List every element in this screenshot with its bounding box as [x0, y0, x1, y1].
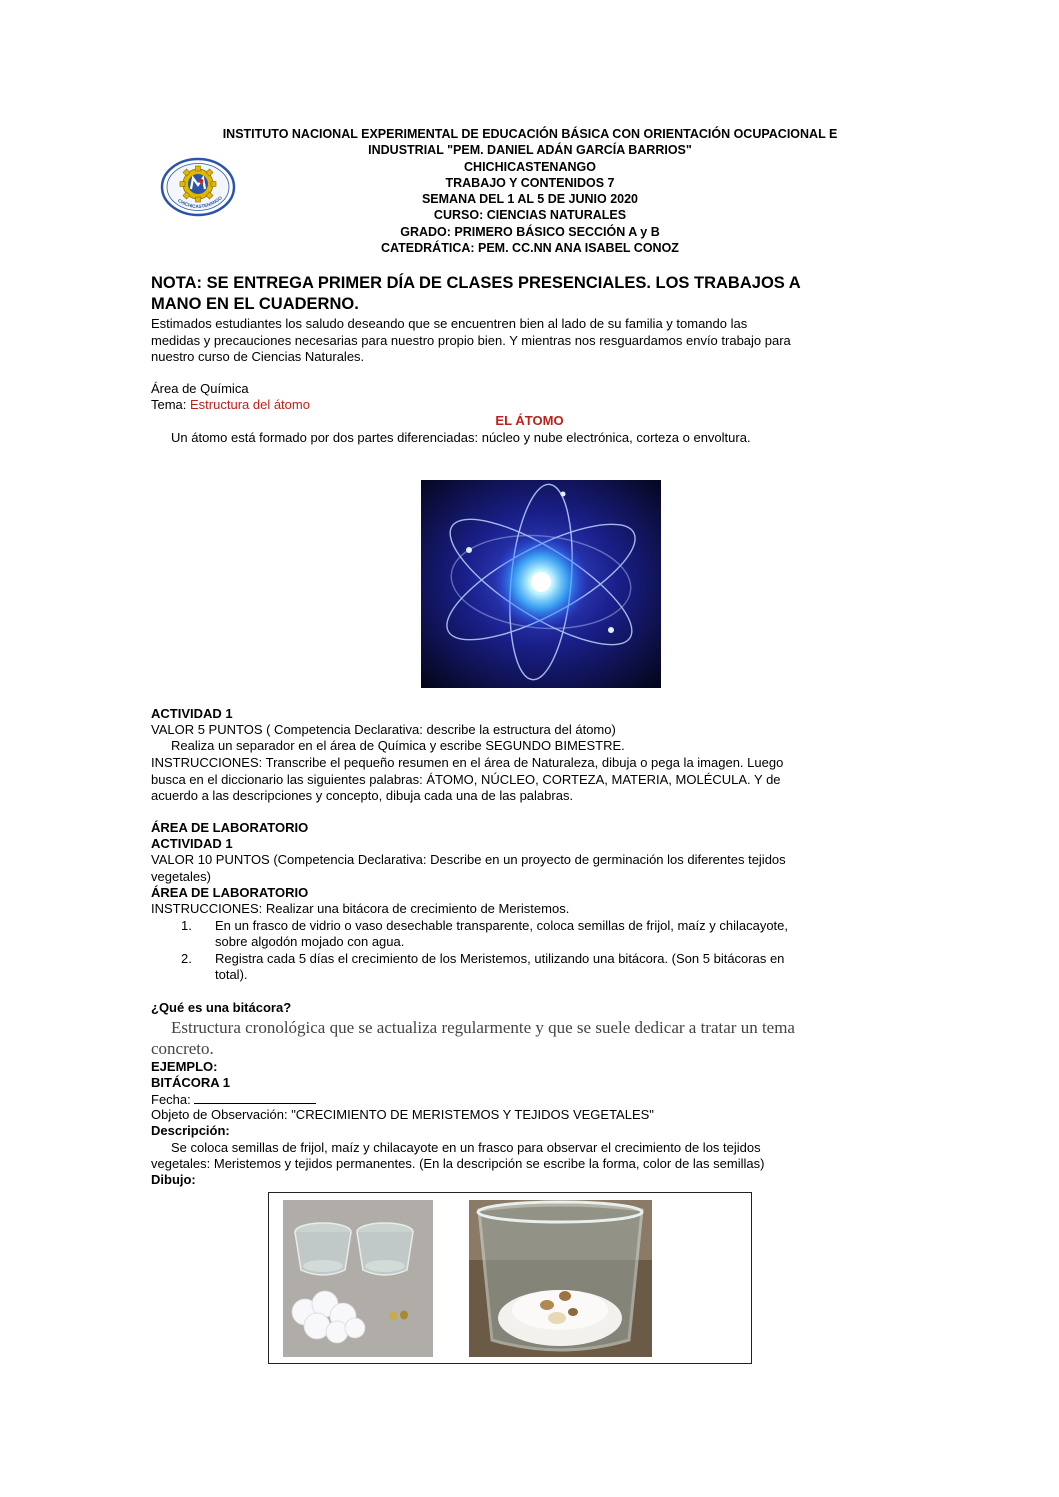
- objeto-observacion: Objeto de Observación: "CRECIMIENTO DE MERISTEMOS Y TEJIDOS VEGETALES": [151, 1107, 654, 1122]
- lab-valor: [151, 852, 786, 885]
- intro-line: nuestro curso de Ciencias Naturales.: [151, 349, 365, 364]
- step-text: [215, 951, 784, 983]
- nota-heading: [151, 273, 801, 315]
- bitacora-definition-cont: concreto.: [151, 1039, 214, 1058]
- actividad-1-valor: VALOR 5 PUNTOS ( Competencia Declarativa: describe la estructura del átomo): [151, 722, 616, 737]
- instr-line: acuerdo a las descripciones y concepto, dibuja cada una de las palabras.: [151, 788, 574, 803]
- header-line: CATEDRÁTICA: PEM. CC.NN ANA ISABEL CONOZ: [381, 241, 679, 256]
- nota-line: MANO EN EL CUADERNO.: [151, 295, 359, 313]
- header-line: SEMANA DEL 1 AL 5 DE JUNIO 2020: [421, 192, 639, 207]
- fecha-blank: [194, 1091, 316, 1104]
- tema-line: [151, 397, 310, 414]
- step-number: 1.: [181, 918, 192, 933]
- lab-valor-line: VALOR 10 PUNTOS (Competencia Declarativa: Describe en un proyecto de germinación los diferentes tejidos: [151, 852, 786, 867]
- header-line: CHICHICASTENANGO: [464, 159, 596, 174]
- actividad-1-title: ACTIVIDAD 1: [151, 706, 233, 721]
- step-line: Registra cada 5 días el crecimiento de los Meristemos, utilizando una bitácora. (Son 5 bitácoras en: [215, 951, 785, 966]
- bitacora-question: ¿Qué es una bitácora?: [151, 1000, 292, 1015]
- step-text: [215, 918, 788, 950]
- lab-valor-line: vegetales): [151, 868, 211, 884]
- fecha-line: [151, 1091, 316, 1109]
- header-line: GRADO: PRIMERO BÁSICO SECCIÓN A y B: [400, 224, 660, 239]
- header-line: INDUSTRIAL "PEM. DANIEL ADÁN GARCÍA BARRIOS": [368, 143, 692, 158]
- header-line: TRABAJO Y CONTENIDOS 7: [445, 175, 615, 190]
- step-line: En un frasco de vidrio o vaso desechable transparente, coloca semillas de frijol, maíz y chilacayote,: [215, 918, 789, 933]
- glasses-cotton-photo: [283, 1200, 433, 1357]
- instr-line: busca en el diccionario las siguientes palabras: ÁTOMO, NÚCLEO, CORTEZA, MATERIA, MOLÉCULA. Y de: [151, 771, 781, 787]
- document-header: [150, 126, 910, 256]
- section-title: EL ÁTOMO: [495, 413, 564, 428]
- area-quimica: Área de Química: [151, 381, 249, 396]
- actividad-1-separador: Realiza un separador en el área de Química y escribe SEGUNDO BIMESTRE.: [171, 738, 625, 753]
- instr-line: INSTRUCCIONES: Transcribe el pequeño resumen en el área de Naturaleza, dibuja o pega la imagen. Luego: [151, 755, 784, 770]
- header-line: CURSO: CIENCIAS NATURALES: [433, 208, 627, 223]
- area-laboratorio-2: ÁREA DE LABORATORIO: [151, 885, 309, 900]
- jar-seeds-photo: [469, 1200, 652, 1357]
- descripcion-text-cont: vegetales: Meristemos y tejidos permanentes. (En la descripción se escribe la forma, color de las semillas): [151, 1156, 765, 1171]
- atom-image: [421, 480, 661, 688]
- ejemplo-label: EJEMPLO:: [151, 1059, 218, 1074]
- nota-line: NOTA: SE ENTREGA PRIMER DÍA DE CLASES PRESENCIALES. LOS TRABAJOS A: [151, 274, 801, 292]
- lab-actividad-title: ACTIVIDAD 1: [151, 836, 233, 851]
- atom-description: Un átomo está formado por dos partes diferenciadas: núcleo y nube electrónica, corteza o envoltura.: [171, 430, 751, 445]
- header-line: INSTITUTO NACIONAL EXPERIMENTAL DE EDUCACIÓN BÁSICA CON ORIENTACIÓN OCUPACIONAL E: [222, 127, 838, 141]
- area-laboratorio: ÁREA DE LABORATORIO: [151, 820, 309, 835]
- actividad-1-instrucciones: [151, 755, 783, 805]
- intro-paragraph: [151, 316, 791, 366]
- dibujo-label: Dibujo:: [151, 1172, 196, 1187]
- descripcion-text: Se coloca semillas de frijol, maíz y chilacayote en un frasco para observar el crecimiento de los tejidos: [171, 1140, 761, 1155]
- descripcion-label: Descripción:: [151, 1123, 230, 1138]
- bitacora-definition: Estructura cronológica que se actualiza regularmente y que se suele dedicar a tratar un tema: [171, 1018, 795, 1037]
- logo-caption: CHICHICASTENANGO: [176, 195, 223, 210]
- step-number: 2.: [181, 951, 192, 966]
- intro-line: Estimados estudiantes los saludo deseando que se encuentren bien al lado de su familia y tomando las: [151, 316, 748, 331]
- tema-value: Estructura del átomo: [190, 397, 310, 412]
- step-line: sobre algodón mojado con agua.: [215, 934, 405, 949]
- lab-instrucciones: INSTRUCCIONES: Realizar una bitácora de crecimiento de Meristemos.: [151, 901, 570, 916]
- tema-label: Tema:: [151, 397, 191, 412]
- bitacora-title: BITÁCORA 1: [151, 1075, 230, 1090]
- intro-line: medidas y precauciones necesarias para nuestro propio bien. Y mientras nos resguardamos envío trabajo para: [151, 332, 791, 348]
- step-line: total).: [215, 967, 248, 982]
- fecha-label: Fecha:: [151, 1092, 191, 1107]
